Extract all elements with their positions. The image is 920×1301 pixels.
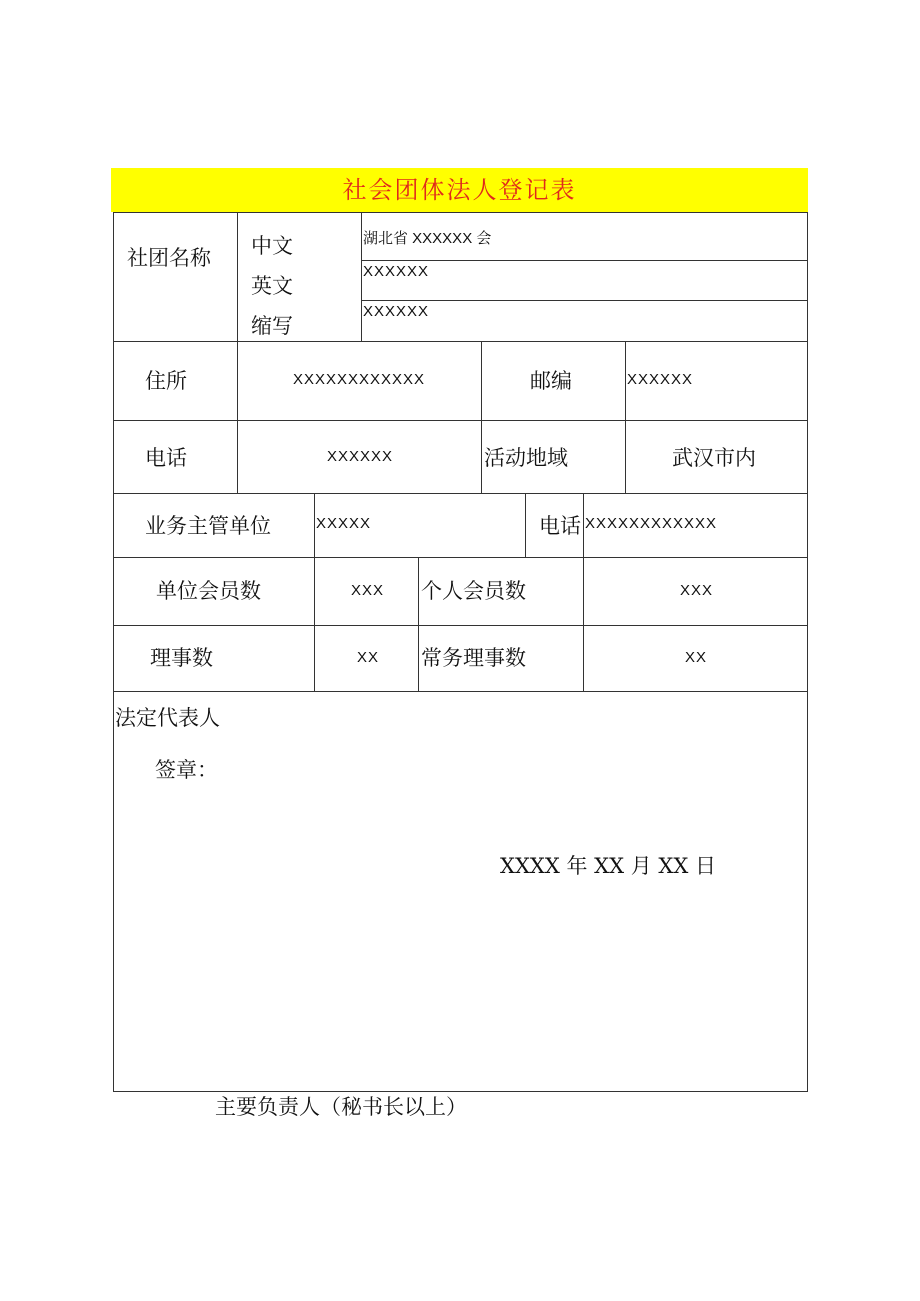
row-divider [361, 260, 808, 261]
signature-date: XXXX 年 XX 月 XX 日 [500, 854, 716, 878]
individual-members-label: 个人会员数 [421, 579, 526, 603]
column-divider [361, 212, 362, 341]
row-divider [113, 557, 808, 558]
form-title: 社会团体法人登记表 [111, 168, 808, 212]
individual-members-value: XXX [680, 582, 714, 599]
seal-label: 签章： [155, 758, 218, 782]
unit-members-value: XXX [351, 582, 385, 599]
column-divider [481, 341, 482, 493]
name-label: 社团名称 [127, 246, 211, 270]
directors-value: XX [357, 649, 380, 666]
chinese-name-value: 湖北省 XXXXXX 会 [363, 230, 492, 247]
english-label: 英文 [251, 274, 293, 298]
column-divider [237, 341, 238, 493]
phone-value: XXXXXX [327, 448, 394, 465]
standing-directors-label: 常务理事数 [421, 646, 526, 670]
chinese-label: 中文 [251, 234, 293, 258]
directors-label: 理事数 [150, 646, 213, 670]
row-divider [113, 420, 808, 421]
phone-label: 电话 [145, 446, 187, 470]
abbr-label: 缩写 [251, 314, 293, 338]
column-divider [113, 212, 114, 1092]
principal-officers-heading: 主要负责人（秘书长以上） [215, 1095, 467, 1119]
row-divider [113, 493, 808, 494]
postcode-value: XXXXXX [627, 371, 694, 388]
supervisor-label: 业务主管单位 [145, 514, 271, 538]
postcode-label: 邮编 [530, 369, 572, 393]
column-divider [583, 493, 584, 691]
row-divider [113, 341, 808, 342]
supervisor-phone-value: XXXXXXXXXXXX [585, 515, 718, 532]
column-divider [525, 493, 526, 557]
area-label: 活动地域 [484, 446, 568, 470]
row-divider [113, 625, 808, 626]
column-divider [314, 493, 315, 691]
area-value: 武汉市内 [672, 446, 756, 470]
column-divider [807, 212, 808, 1092]
row-divider [113, 212, 808, 213]
row-divider [113, 1091, 808, 1092]
supervisor-value: XXXXX [316, 515, 372, 532]
row-divider [113, 691, 808, 692]
english-name-value: XXXXXX [363, 263, 430, 280]
address-label: 住所 [145, 369, 187, 393]
unit-members-label: 单位会员数 [156, 579, 261, 603]
address-value: XXXXXXXXXXXX [293, 371, 426, 388]
abbr-value: XXXXXX [363, 303, 430, 320]
standing-directors-value: XX [685, 649, 708, 666]
legal-representative-label: 法定代表人 [115, 706, 220, 730]
row-divider [361, 300, 808, 301]
column-divider [418, 557, 419, 691]
column-divider [625, 341, 626, 493]
column-divider [237, 212, 238, 341]
supervisor-phone-label: 电话 [539, 514, 581, 538]
